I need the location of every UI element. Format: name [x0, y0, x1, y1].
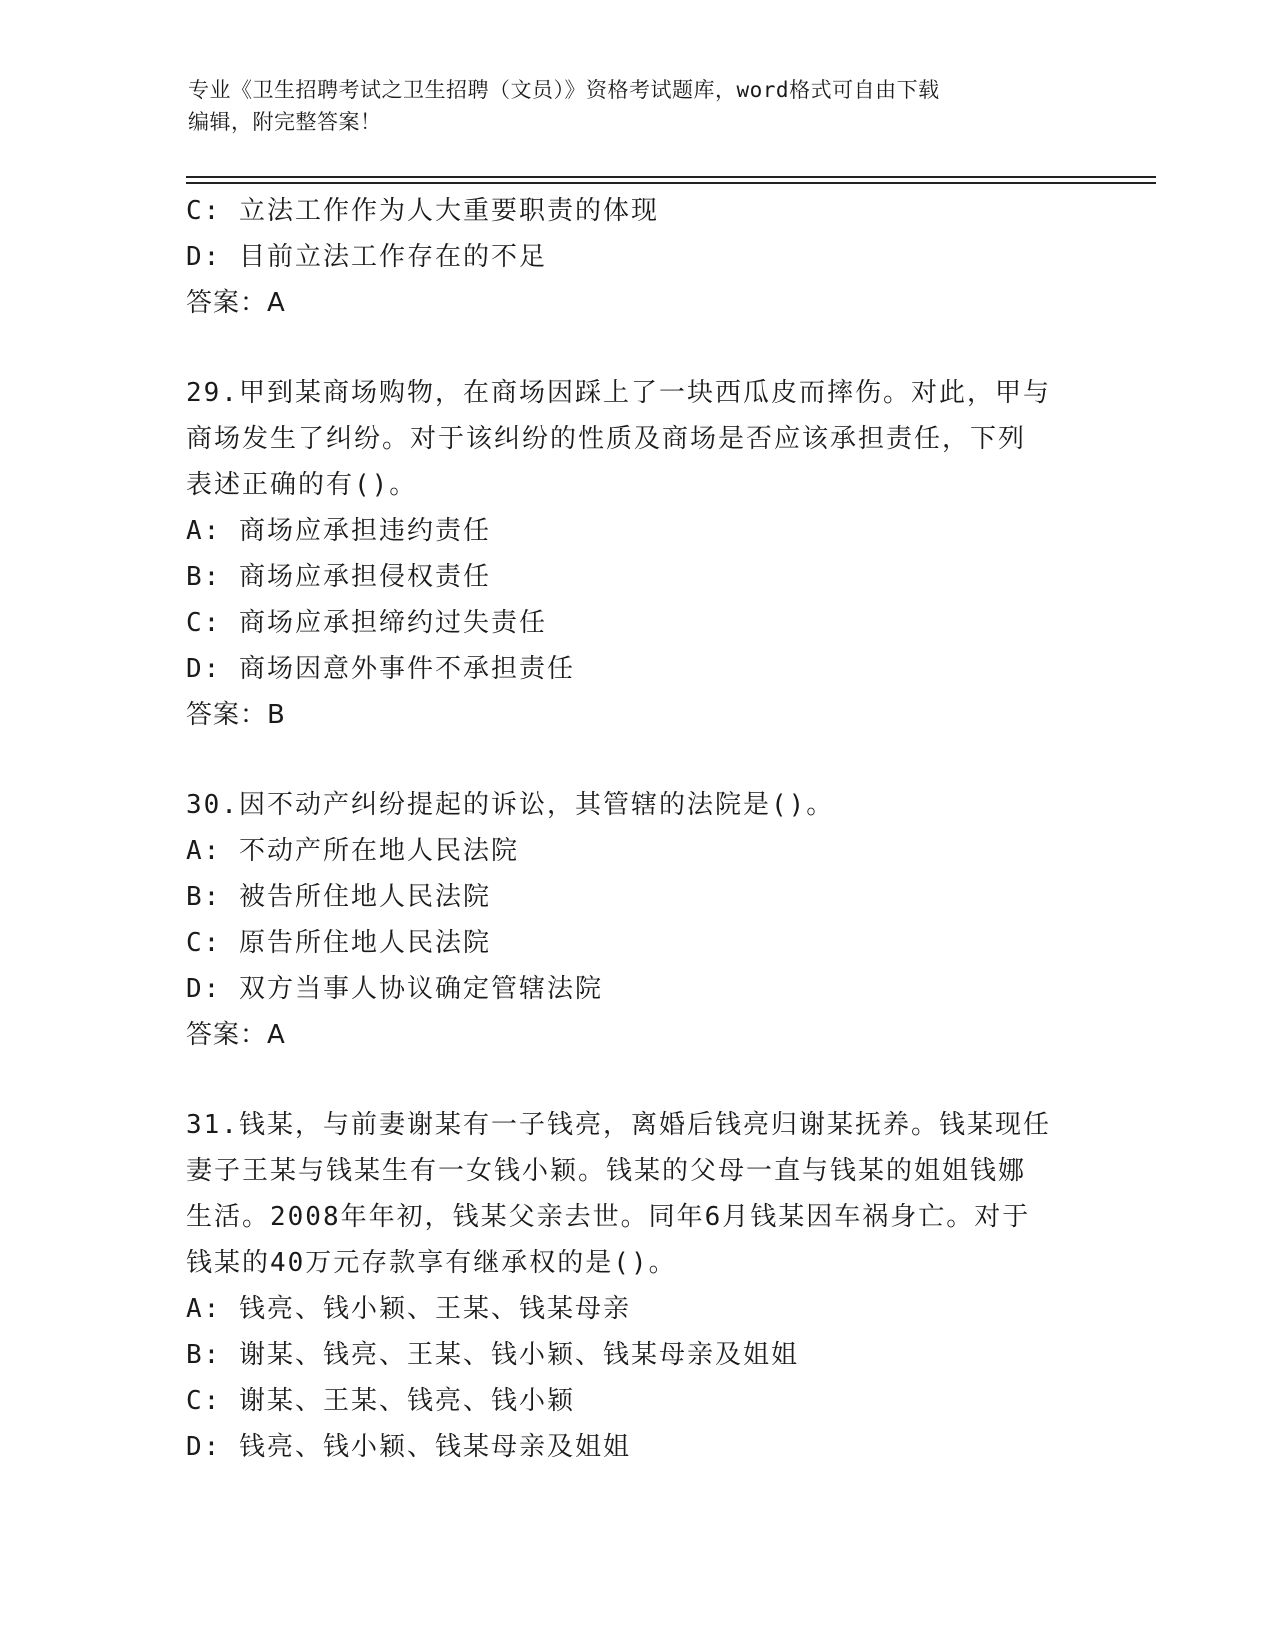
answer: 答案：A [186, 288, 286, 318]
document-header [188, 74, 1068, 138]
spacer [186, 326, 1086, 370]
option-c: C: 商场应承担缔约过失责任 [186, 608, 547, 638]
spacer [186, 738, 1086, 782]
option-c: C: 立法工作作为人大重要职责的体现 [186, 196, 659, 226]
spacer [186, 1058, 1086, 1102]
option-a: A: 商场应承担违约责任 [186, 516, 491, 546]
header-line-2: 编辑，附完整答案！ [188, 110, 382, 134]
option-b: B: 商场应承担侵权责任 [186, 562, 491, 592]
question-stem-line: 31.钱某，与前妻谢某有一子钱亮，离婚后钱亮归谢某抚养。钱某现任 [186, 1110, 1051, 1140]
header-divider-top [186, 176, 1156, 178]
question-30 [186, 782, 1086, 1058]
option-a: A: 不动产所在地人民法院 [186, 836, 519, 866]
option-d: D: 钱亮、钱小颖、钱某母亲及姐姐 [186, 1432, 631, 1462]
question-29 [186, 370, 1086, 738]
option-c: C: 谢某、王某、钱亮、钱小颖 [186, 1386, 575, 1416]
option-d: D: 目前立法工作存在的不足 [186, 242, 547, 272]
answer: 答案：B [186, 700, 286, 730]
question-stem-line: 表述正确的有()。 [186, 470, 418, 500]
question-31 [186, 1102, 1086, 1470]
option-b: B: 谢某、钱亮、王某、钱小颖、钱某母亲及姐姐 [186, 1340, 799, 1370]
question-stem-line: 妻子王某与钱某生有一女钱小颖。钱某的父母一直与钱某的姐姐钱娜 [186, 1156, 1027, 1186]
question-list [186, 188, 1086, 1470]
question-stem-line: 生活。2008年年初，钱某父亲去世。同年6月钱某因车祸身亡。对于 [186, 1202, 1031, 1232]
question-stem-line: 钱某的40万元存款享有继承权的是()。 [186, 1248, 677, 1278]
option-b: B: 被告所住地人民法院 [186, 882, 491, 912]
answer: 答案：A [186, 1020, 286, 1050]
question-28 [186, 188, 1086, 326]
option-d: D: 双方当事人协议确定管辖法院 [186, 974, 603, 1004]
header-divider-bottom [186, 182, 1156, 184]
question-stem-line: 商场发生了纠纷。对于该纠纷的性质及商场是否应该承担责任，下列 [186, 424, 1027, 454]
question-stem-line: 29.甲到某商场购物，在商场因踩上了一块西瓜皮而摔伤。对此，甲与 [186, 378, 1051, 408]
question-stem-line: 30.因不动产纠纷提起的诉讼，其管辖的法院是()。 [186, 790, 835, 820]
option-d: D: 商场因意外事件不承担责任 [186, 654, 575, 684]
option-c: C: 原告所住地人民法院 [186, 928, 491, 958]
header-line-1: 专业《卫生招聘考试之卫生招聘（文员）》资格考试题库，word格式可自由下载 [188, 78, 940, 102]
option-a: A: 钱亮、钱小颖、王某、钱某母亲 [186, 1294, 631, 1324]
